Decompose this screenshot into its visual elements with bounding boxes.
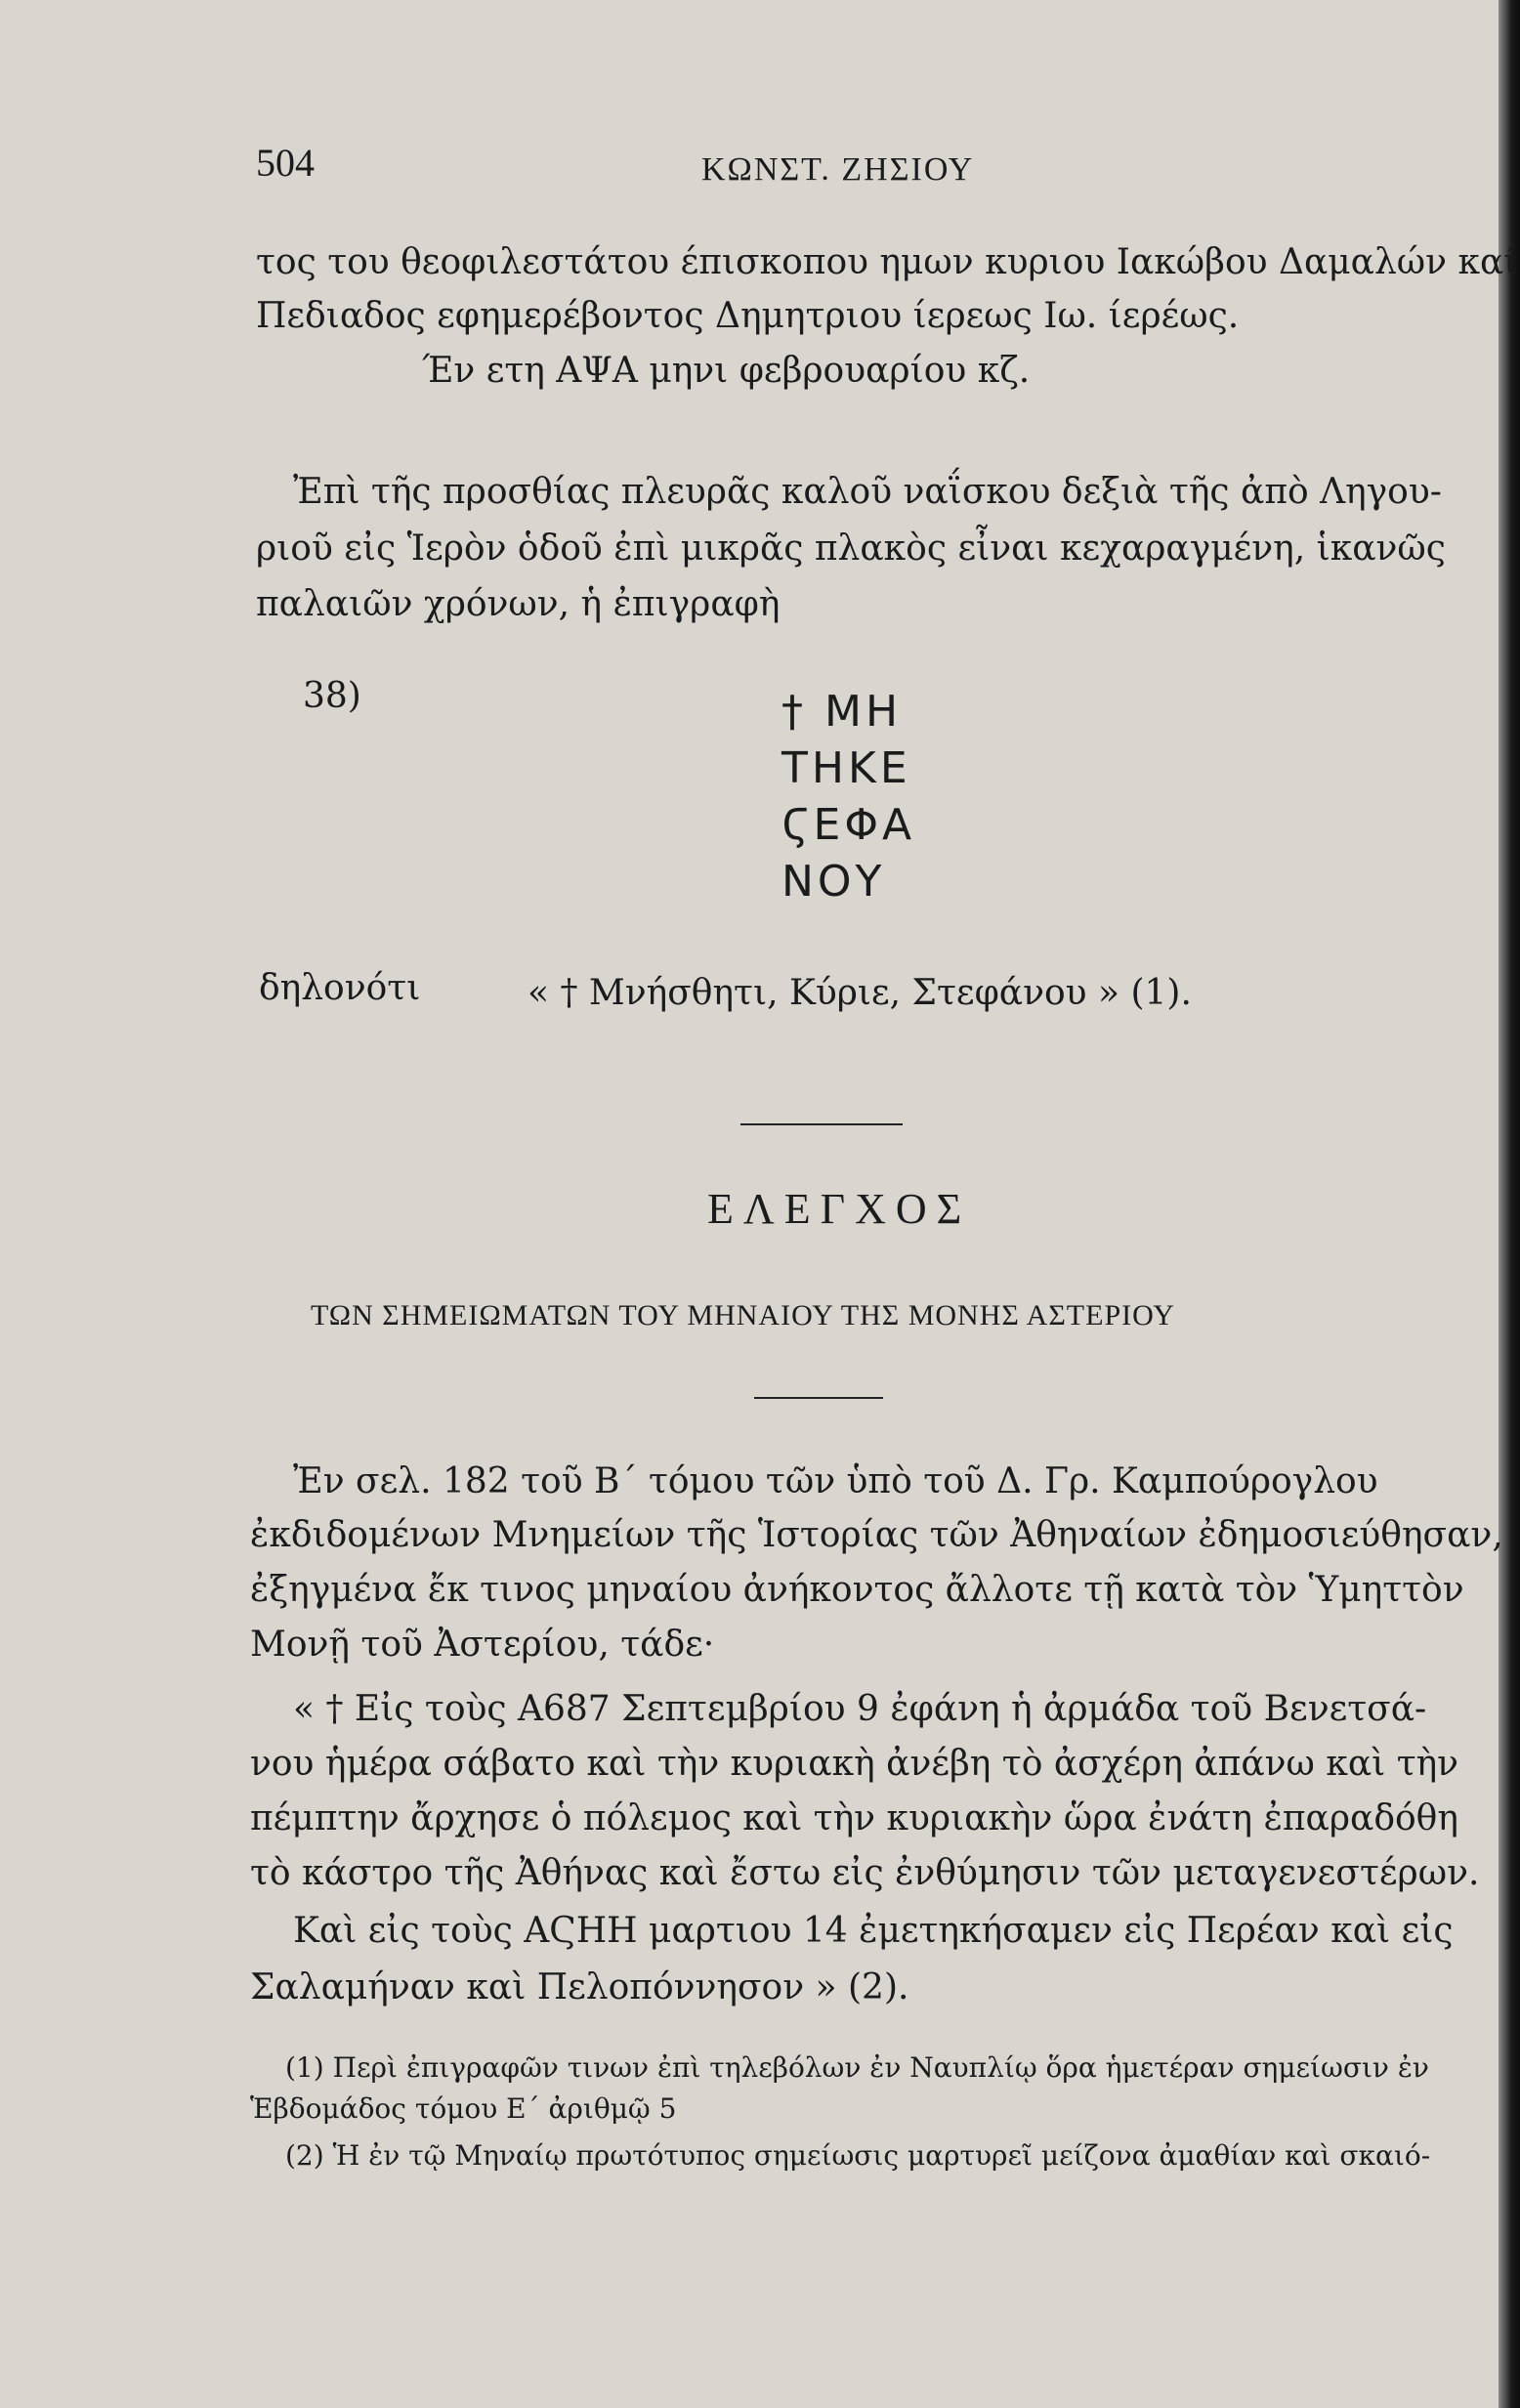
intro-line: Έν ετη ΑΨΑ μηνι φεβρουαρίου κζ. [422,351,1031,391]
footnote-line: Ἑβδομάδος τόμου Ε΄ ἀριθμῷ 5 [250,2092,677,2125]
inscription-number: 38) [303,676,361,716]
paragraph-line: Ἐπὶ τῆς προσθίας πλευρᾶς καλοῦ ναΐσκου δεξιὰ τῆς ἀπὸ Ληγου- [293,472,1442,512]
inscription-line: † ΜΗ [781,687,903,737]
body-line: Καὶ εἰς τοὺς ΑϚΗΗ μαρτιου 14 ἐμετηκήσαμεν εἰς Περέαν καὶ εἰς [293,1911,1454,1951]
inscription-line: ΝΟΥ [781,857,886,907]
body-line: νου ἡμέρα σάβατο καὶ τὴν κυριακὴ ἀνέβη τὸ ἀσχέρη ἀπάνω καὶ τὴν [250,1744,1459,1784]
section-divider [740,1123,903,1125]
paragraph-line: ριοῦ εἰς Ἱερὸν ὁδοῦ ἐπὶ μικρᾶς πλακὸς εἶναι κεχαραγμένη, ἱκανῶς [256,528,1446,569]
body-line: Σαλαμήναν καὶ Πελοπόννησον » (2). [250,1967,909,2007]
paragraph-line: παλαιῶν χρόνων, ἡ ἐπιγραφὴ [256,584,781,624]
reading-text: « † Μνήσθητι, Κύριε, Στεφάνου » (1). [528,973,1192,1013]
inscription-line: ϚΕΦΑ [781,800,916,850]
running-title: ΚΩΝΣΤ. ΖΗΣΙΟΥ [701,151,975,188]
body-line: πέμπτην ἄρχησε ὁ πόλεμος καὶ τὴν κυριακὴν ὥρα ἐνάτη ἐπαραδόθη [250,1798,1458,1838]
body-line: ἐξηγμένα ἔκ τινος μηναίου ἀνήκοντος ἄλλοτε τῇ κατὰ τὸν Ὑμηττὸν [250,1570,1464,1610]
section-divider [754,1397,883,1399]
body-line: Ἐν σελ. 182 τοῦ Β΄ τόμου τῶν ὑπὸ τοῦ Δ. Γρ. Καμπούρογλου [293,1461,1378,1501]
inscription-line: ΤΗΚΕ [781,743,911,793]
body-line: Μονῇ τοῦ Ἀστερίου, τάδε· [250,1625,715,1665]
body-line: « † Εἰς τοὺς Α687 Σεπτεμβρίου 9 ἐφάνη ἡ ἀρμάδα τοῦ Βενετσά- [293,1689,1427,1729]
body-line: τὸ κάστρο τῆς Ἀθήνας καὶ ἔστω εἰς ἐνθύμησιν τῶν μεταγενεστέρων. [250,1853,1480,1893]
intro-line: τος του θεοφιλεστάτου έπισκοπου ημων κυριου Ιακώβου Δαμαλών καί [256,242,1518,282]
footnote-line: (1) Περὶ ἐπιγραφῶν τινων ἐπὶ τηλεβόλων ἐν Ναυπλίῳ ὅρα ἡμετέραν σημείωσιν ἐν [285,2051,1429,2084]
body-line: ἐκδιδομένων Μνημείων τῆς Ἱστορίας τῶν Ἀθηναίων ἐδημοσιεύθησαν, [250,1515,1503,1555]
footnote-line: (2) Ἡ ἐν τῷ Μηναίῳ πρωτότυπος σημείωσις μαρτυρεῖ μείζονα ἀμαθίαν καὶ σκαιό- [285,2139,1431,2172]
reading-label: δηλονότι [259,968,421,1008]
inscription-block [781,684,915,910]
scan-dark-edge [1499,0,1520,2408]
section-title: ΕΛΕΓΧΟΣ [707,1185,972,1233]
section-subtitle: ΤΩΝ ΣΗΜΕΙΩΜΑΤΩΝ ΤΟΥ ΜΗΝΑΙΟΥ ΤΗΣ ΜΟΝΗΣ ΑΣΤΕΡΙΟΥ [311,1299,1175,1331]
intro-line: Πεδιαδος εφημερέβοντος Δημητριου ίερεως Ιω. ίερέως. [256,296,1240,336]
page-number: 504 [256,141,315,185]
